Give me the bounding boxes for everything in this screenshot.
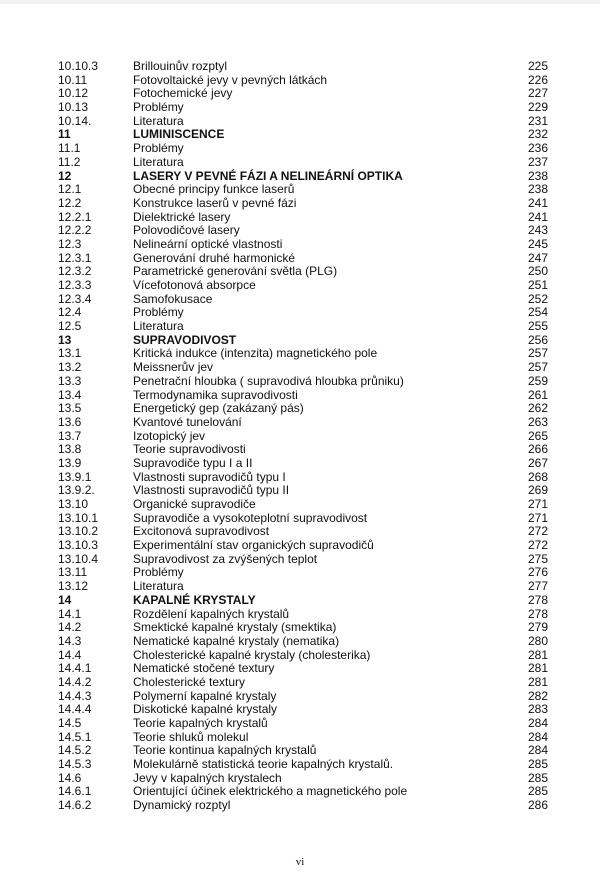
toc-entry-row bbox=[0, 690, 600, 704]
toc-page-number: 232 bbox=[527, 127, 548, 142]
toc-section-title: Excitonová supravodivost bbox=[133, 524, 270, 539]
toc-page-number: 285 bbox=[527, 757, 548, 772]
toc-section-number: 14.6 bbox=[58, 770, 82, 785]
toc-section-title: LUMINISCENCE bbox=[133, 127, 225, 142]
toc-entry-row bbox=[0, 265, 600, 279]
toc-section-title: Experimentální stav organických supravodičů bbox=[133, 538, 374, 553]
toc-entry-row bbox=[0, 635, 600, 649]
toc-page-number: 278 bbox=[527, 606, 548, 621]
toc-section-title: Rozdělení kapalných krystalů bbox=[133, 606, 290, 621]
toc-entry-row bbox=[0, 320, 600, 334]
toc-page-number: 268 bbox=[527, 469, 548, 484]
toc-section-title: Konstrukce laserů v pevné fázi bbox=[133, 195, 297, 210]
toc-page-number: 247 bbox=[527, 250, 548, 265]
toc-chapter-row bbox=[0, 594, 600, 608]
toc-section-number: 14 bbox=[58, 592, 72, 607]
toc-page-number: 225 bbox=[527, 59, 548, 73]
toc-entry-row bbox=[0, 252, 600, 266]
toc-entry-row bbox=[0, 717, 600, 731]
toc-section-number: 13.10.4 bbox=[58, 551, 99, 566]
toc-section-title: Dynamický rozptyl bbox=[133, 798, 231, 813]
toc-entry-row bbox=[0, 279, 600, 293]
toc-section-number: 12.5 bbox=[58, 319, 82, 334]
toc-section-number: 13.6 bbox=[58, 414, 82, 429]
toc-section-title: SUPRAVODIVOST bbox=[133, 332, 237, 347]
toc-section-number: 13.10.3 bbox=[58, 538, 99, 553]
toc-entry-row bbox=[0, 676, 600, 690]
toc-section-title: Problémy bbox=[133, 100, 184, 115]
toc-section-number: 12.1 bbox=[58, 182, 82, 197]
toc-page-number: 282 bbox=[527, 688, 548, 703]
toc-section-title: Diskotické kapalné krystaly bbox=[133, 702, 278, 717]
toc-entry-row bbox=[0, 101, 600, 115]
toc-section-title: Literatura bbox=[133, 154, 184, 169]
toc-section-title: Organické supravodiče bbox=[133, 497, 256, 511]
toc-section-number: 13.2 bbox=[58, 360, 82, 375]
toc-section-number: 14.6.1 bbox=[58, 784, 92, 799]
toc-section-number: 13.9.2. bbox=[58, 483, 95, 498]
toc-page-number: 267 bbox=[527, 455, 548, 470]
toc-section-number: 14.4.3 bbox=[58, 688, 92, 703]
toc-section-title: Nelineární optické vlastnosti bbox=[133, 236, 283, 251]
toc-entry-row bbox=[0, 87, 600, 101]
toc-page-number: 281 bbox=[527, 674, 548, 689]
toc-page-number: 272 bbox=[527, 524, 548, 539]
toc-entry-row bbox=[0, 744, 600, 758]
toc-section-title: Literatura bbox=[133, 319, 184, 334]
toc-page-number: 238 bbox=[527, 182, 548, 197]
toc-section-number: 12.3 bbox=[58, 236, 82, 251]
toc-entry-row bbox=[0, 553, 600, 567]
toc-entry-row bbox=[0, 347, 600, 361]
toc-entry-row bbox=[0, 306, 600, 320]
toc-section-number: 14.5 bbox=[58, 716, 82, 730]
toc-chapter-row bbox=[0, 170, 600, 184]
toc-section-title: Penetrační hloubka ( supravodivá hloubka průniku) bbox=[133, 373, 404, 388]
toc-entry-row bbox=[0, 375, 600, 389]
toc-entry-row bbox=[0, 512, 600, 526]
toc-page-number: 229 bbox=[527, 100, 548, 115]
toc-section-title: Literatura bbox=[133, 113, 184, 128]
toc-page-number: 265 bbox=[527, 428, 548, 443]
toc-entry-row bbox=[0, 224, 600, 238]
toc-section-title: Parametrické generování světla (PLG) bbox=[133, 264, 338, 279]
toc-page-number: 256 bbox=[527, 332, 548, 347]
toc-page-number: 226 bbox=[527, 72, 548, 87]
toc-section-title: Vlastnosti supravodičů typu II bbox=[133, 483, 290, 498]
toc-section-number: 12 bbox=[58, 168, 72, 183]
toc-entry-row bbox=[0, 389, 600, 403]
toc-section-number: 10.11 bbox=[58, 72, 88, 87]
toc-section-title: Smektické kapalné krystaly (smektika) bbox=[133, 620, 337, 635]
toc-entry-row bbox=[0, 580, 600, 594]
toc-section-title: Polovodičové lasery bbox=[133, 223, 240, 238]
toc-section-title: KAPALNÉ KRYSTALY bbox=[133, 592, 256, 607]
toc-section-number: 13.9.1 bbox=[58, 469, 92, 484]
toc-section-number: 12.2.2 bbox=[58, 223, 92, 238]
toc-section-number: 14.4.2 bbox=[58, 674, 92, 689]
toc-section-number: 14.5.2 bbox=[58, 743, 92, 758]
toc-entry-row bbox=[0, 471, 600, 485]
toc-section-number: 12.3.1 bbox=[58, 250, 92, 265]
toc-page-number: 284 bbox=[527, 716, 548, 730]
toc-section-number: 13.7 bbox=[58, 428, 82, 443]
toc-page-number: 243 bbox=[527, 223, 548, 238]
toc-page-number: 269 bbox=[527, 483, 548, 498]
toc-entry-row bbox=[0, 758, 600, 772]
toc-section-number: 12.2.1 bbox=[58, 209, 92, 224]
toc-entry-row bbox=[0, 525, 600, 539]
toc-page-number: 286 bbox=[527, 798, 548, 813]
toc-entry-row bbox=[0, 142, 600, 156]
toc-section-title: Problémy bbox=[133, 305, 184, 320]
page-number-footer: vi bbox=[295, 856, 305, 868]
toc-section-number: 13.4 bbox=[58, 387, 82, 402]
toc-section-number: 12.3.2 bbox=[58, 264, 92, 279]
toc-section-number: 14.1 bbox=[58, 606, 82, 621]
toc-section-number: 13 bbox=[58, 332, 72, 347]
scan-top-edge bbox=[0, 0, 600, 4]
toc-section-number: 14.5.3 bbox=[58, 757, 92, 772]
toc-entry-row bbox=[0, 60, 600, 74]
toc-page-number: 280 bbox=[527, 633, 548, 648]
toc-section-title: Literatura bbox=[133, 579, 184, 594]
toc-section-number: 12.3.4 bbox=[58, 291, 92, 306]
toc-section-number: 13.3 bbox=[58, 373, 82, 388]
toc-section-number: 14.2 bbox=[58, 620, 82, 635]
toc-section-title: Orientující účinek elektrického a magnetického pole bbox=[133, 784, 408, 799]
toc-section-title: Nematické kapalné krystaly (nematika) bbox=[133, 633, 340, 648]
toc-entry-row bbox=[0, 211, 600, 225]
toc-section-title: Teorie kapalných krystalů bbox=[133, 716, 268, 730]
toc-page-number: 231 bbox=[527, 113, 548, 128]
toc-page-number: 254 bbox=[527, 305, 548, 320]
toc-section-title: Samofokusace bbox=[133, 291, 213, 306]
toc-section-title: Cholesterické kapalné krystaly (cholesterika) bbox=[133, 647, 371, 662]
toc-section-title: LASERY V PEVNÉ FÁZI A NELINEÁRNÍ OPTIKA bbox=[133, 168, 403, 183]
toc-entry-row bbox=[0, 156, 600, 170]
toc-page-number: 237 bbox=[527, 154, 548, 169]
toc-entry-row bbox=[0, 416, 600, 430]
toc-page-number: 255 bbox=[527, 319, 548, 334]
toc-entry-row bbox=[0, 361, 600, 375]
toc-section-number: 13.10.2 bbox=[58, 524, 99, 539]
toc-section-number: 14.3 bbox=[58, 633, 82, 648]
toc-section-number: 13.10.1 bbox=[58, 510, 99, 525]
toc-section-title: Energetický gep (zakázaný pás) bbox=[133, 401, 304, 416]
toc-page-number: 261 bbox=[527, 387, 548, 402]
toc-page-number: 227 bbox=[527, 86, 548, 101]
toc-section-title: Jevy v kapalných krystalech bbox=[133, 770, 282, 785]
toc-section-title: Polymerní kapalné krystaly bbox=[133, 688, 277, 703]
toc-entry-row bbox=[0, 799, 600, 813]
toc-section-number: 11 bbox=[58, 127, 71, 142]
toc-section-title: Kvantové tunelování bbox=[133, 414, 242, 429]
toc-entry-row bbox=[0, 74, 600, 88]
toc-page-number: 278 bbox=[527, 592, 548, 607]
toc-section-title: Problémy bbox=[133, 565, 184, 580]
toc-chapter-row bbox=[0, 128, 600, 142]
toc-section-number: 14.6.2 bbox=[58, 798, 92, 813]
toc-section-number: 13.9 bbox=[58, 455, 82, 470]
toc-section-number: 13.10 bbox=[58, 497, 89, 511]
toc-entry-row bbox=[0, 498, 600, 512]
toc-section-number: 14.4 bbox=[58, 647, 82, 662]
toc-entry-row bbox=[0, 197, 600, 211]
toc-section-number: 13.5 bbox=[58, 401, 82, 416]
toc-section-title: Teorie kontinua kapalných krystalů bbox=[133, 743, 317, 758]
toc-page-number: 259 bbox=[527, 373, 548, 388]
toc-entry-row bbox=[0, 115, 600, 129]
toc-page-number: 245 bbox=[527, 236, 548, 251]
toc-entry-row bbox=[0, 443, 600, 457]
toc-entry-row bbox=[0, 484, 600, 498]
toc-page-number: 284 bbox=[527, 729, 548, 744]
toc-page-number: 257 bbox=[527, 360, 548, 375]
toc-section-number: 11.2 bbox=[58, 154, 81, 169]
toc-page-number: 251 bbox=[527, 278, 548, 292]
toc-section-title: Problémy bbox=[133, 141, 184, 156]
toc-entry-row bbox=[0, 649, 600, 663]
toc-section-number: 13.11 bbox=[58, 565, 88, 580]
toc-entry-row bbox=[0, 293, 600, 307]
toc-section-title: Vlastnosti supravodičů typu I bbox=[133, 469, 286, 484]
toc-page-number: 276 bbox=[527, 565, 548, 580]
toc-entry-row bbox=[0, 238, 600, 252]
toc-section-title: Izotopický jev bbox=[133, 428, 206, 443]
toc-section-number: 11.1 bbox=[58, 141, 81, 156]
toc-section-title: Teorie shluků molekul bbox=[133, 729, 249, 744]
toc-page-number: 238 bbox=[527, 168, 548, 183]
toc-section-number: 13.1 bbox=[58, 346, 82, 361]
toc-page-number: 241 bbox=[527, 195, 548, 210]
toc-page-number: 285 bbox=[527, 770, 548, 785]
toc-page-number: 250 bbox=[527, 264, 548, 279]
toc-section-title: Supravodivost za zvýšených teplot bbox=[133, 551, 318, 566]
toc-entry-row bbox=[0, 621, 600, 635]
toc-section-title: Fotovoltaické jevy v pevných látkách bbox=[133, 72, 328, 87]
toc-page-number: 283 bbox=[527, 702, 548, 717]
toc-section-title: Termodynamika supravodivosti bbox=[133, 387, 298, 402]
toc-section-number: 13.8 bbox=[58, 442, 82, 457]
toc-section-title: Teorie supravodivosti bbox=[133, 442, 246, 457]
toc-section-number: 10.14. bbox=[58, 113, 92, 128]
toc-entry-row bbox=[0, 662, 600, 676]
toc-section-title: Molekulárně statistická teorie kapalných krystalů. bbox=[133, 757, 394, 772]
toc-page-number: 277 bbox=[527, 579, 548, 594]
toc-section-number: 10.13 bbox=[58, 100, 89, 115]
toc-section-number: 10.12 bbox=[58, 86, 89, 101]
toc-section-title: Kritická indukce (intenzita) magnetického pole bbox=[133, 346, 378, 361]
toc-section-title: Vícefotonová absorpce bbox=[133, 278, 256, 292]
toc-section-title: Obecné principy funkce laserů bbox=[133, 182, 295, 197]
toc-entry-row bbox=[0, 731, 600, 745]
toc-section-title: Cholesterické textury bbox=[133, 674, 246, 689]
toc-section-number: 14.4.4 bbox=[58, 702, 92, 717]
table-of-contents bbox=[0, 60, 600, 813]
toc-section-number: 10.10.3 bbox=[58, 59, 99, 73]
toc-page-number: 236 bbox=[527, 141, 548, 156]
toc-page-number: 275 bbox=[527, 551, 548, 566]
toc-entry-row bbox=[0, 183, 600, 197]
toc-section-title: Brillouinův rozptyl bbox=[133, 59, 228, 73]
toc-entry-row bbox=[0, 566, 600, 580]
toc-page-number: 271 bbox=[527, 510, 548, 525]
toc-entry-row bbox=[0, 539, 600, 553]
toc-section-title: Nematické stočené textury bbox=[133, 661, 275, 676]
toc-page-number: 252 bbox=[527, 291, 548, 306]
toc-page-number: 272 bbox=[527, 538, 548, 553]
toc-page-number: 257 bbox=[527, 346, 548, 361]
toc-section-title: Fotochemické jevy bbox=[133, 86, 233, 101]
toc-page-number: 281 bbox=[527, 647, 548, 662]
toc-section-number: 12.3.3 bbox=[58, 278, 92, 292]
toc-section-title: Supravodiče typu I a II bbox=[133, 455, 253, 470]
toc-page-number: 281 bbox=[527, 661, 548, 676]
toc-page-number: 263 bbox=[527, 414, 548, 429]
toc-page-number: 279 bbox=[527, 620, 548, 635]
toc-section-number: 12.4 bbox=[58, 305, 82, 320]
toc-section-title: Meissnerův jev bbox=[133, 360, 214, 375]
toc-page-number: 266 bbox=[527, 442, 548, 457]
toc-page-number: 262 bbox=[527, 401, 548, 416]
toc-section-number: 14.5.1 bbox=[58, 729, 92, 744]
toc-entry-row bbox=[0, 785, 600, 799]
toc-section-number: 12.2 bbox=[58, 195, 82, 210]
toc-entry-row bbox=[0, 457, 600, 471]
toc-entry-row bbox=[0, 402, 600, 416]
toc-page-number: 285 bbox=[527, 784, 548, 799]
toc-section-number: 14.4.1 bbox=[58, 661, 92, 676]
toc-section-title: Dielektrické lasery bbox=[133, 209, 231, 224]
toc-section-number: 13.12 bbox=[58, 579, 89, 594]
toc-section-title: Supravodiče a vysokoteplotní supravodivost bbox=[133, 510, 368, 525]
toc-entry-row bbox=[0, 608, 600, 622]
toc-entry-row bbox=[0, 703, 600, 717]
toc-chapter-row bbox=[0, 334, 600, 348]
toc-page-number: 284 bbox=[527, 743, 548, 758]
toc-entry-row bbox=[0, 772, 600, 786]
toc-page-number: 241 bbox=[527, 209, 548, 224]
toc-page-number: 271 bbox=[527, 497, 548, 511]
toc-section-title: Generování druhé harmonické bbox=[133, 250, 296, 265]
toc-entry-row bbox=[0, 430, 600, 444]
